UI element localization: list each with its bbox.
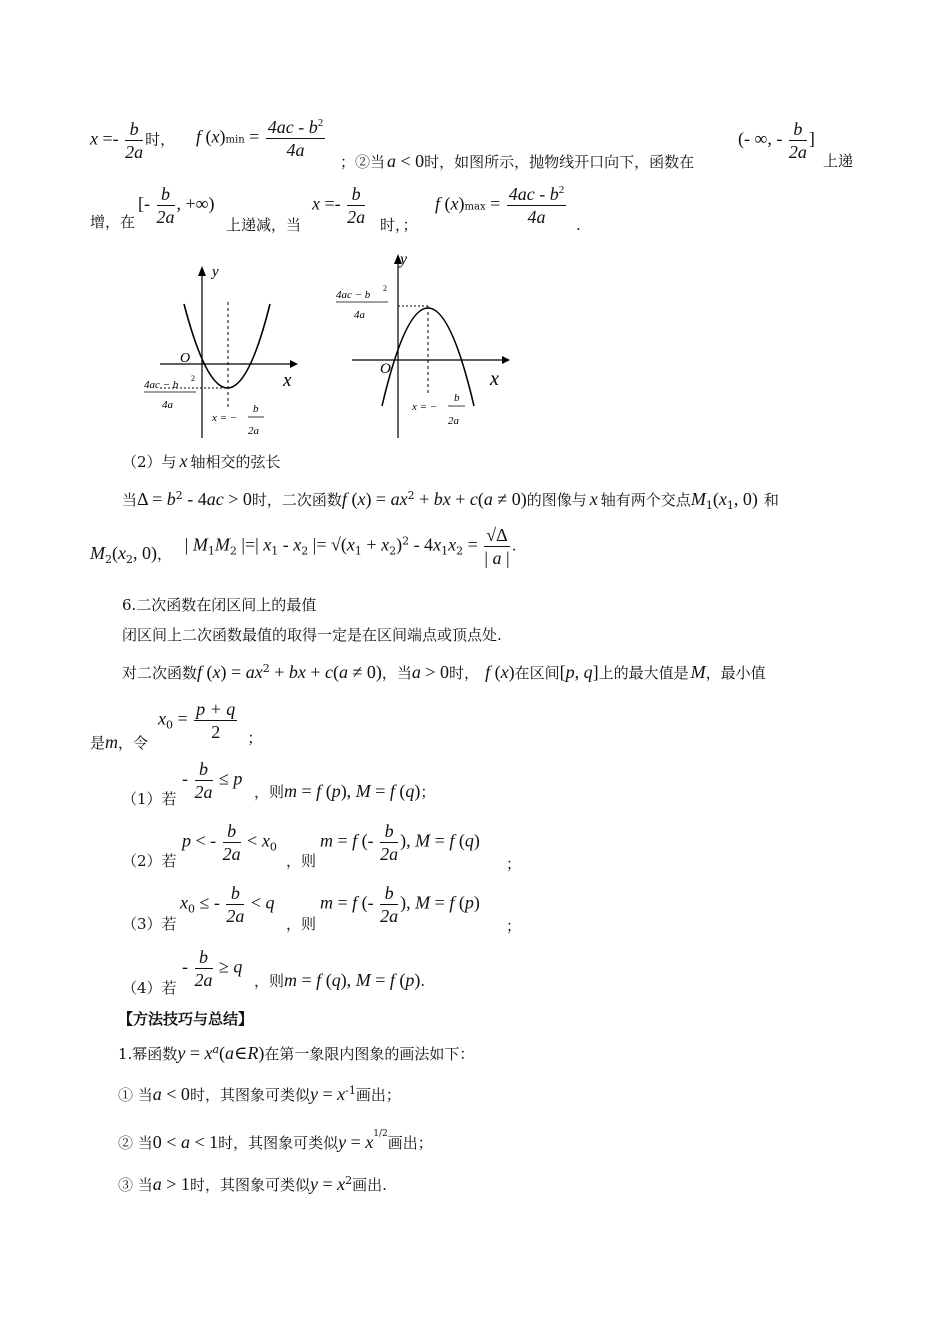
formula-vertex-x: x bbox=[90, 128, 98, 149]
case-3-end: ； bbox=[506, 917, 522, 935]
case-3-label: （3）若 bbox=[122, 915, 177, 933]
svg-text:2a: 2a bbox=[448, 415, 459, 427]
case-2-condition: p < - $\frac{b}{2a}$ < $x_0$ bbox=[182, 821, 277, 864]
case-2-label: （2）若 bbox=[122, 852, 177, 870]
case-1-label: （1）若 bbox=[122, 790, 177, 808]
axis-of-symmetry-label: x = − bbox=[412, 401, 438, 413]
method-title: 【方法技巧与总结】 bbox=[118, 1010, 254, 1028]
case-2-ze: ，则 bbox=[286, 852, 317, 870]
case-2-end: ； bbox=[506, 855, 522, 873]
vertex-value-numerator: 4ac − b bbox=[144, 379, 179, 391]
formula-x0: $x_0$ = $\frac{p + q}{2}$ ； bbox=[158, 699, 263, 747]
case-4-label: （4）若 bbox=[122, 979, 177, 997]
svg-text:b: b bbox=[454, 392, 460, 404]
line-x0: 是m，令 bbox=[90, 732, 149, 752]
vertex-value-denominator: 4a bbox=[162, 399, 173, 411]
svg-text:b: b bbox=[253, 403, 259, 415]
svg-text:2a: 2a bbox=[248, 425, 259, 437]
svg-text:2: 2 bbox=[383, 284, 387, 293]
formula-interval-dec: (- ∞, - $\frac{b}{2a}$ ] bbox=[738, 119, 815, 162]
case-1-result: ，则m = f (p), M = f (q)； bbox=[254, 781, 436, 801]
text-up: 上递 bbox=[823, 152, 854, 170]
heading-6: 6.二次函数在闭区间上的最值 bbox=[122, 596, 317, 614]
case-1-condition: - $\frac{b}{2a}$ ≤ p bbox=[182, 759, 243, 802]
heading-chord-length: （2）与 x 轴相交的弦长 bbox=[122, 451, 281, 471]
line-discriminant: 当$\Delta = b^2 - 4ac > 0$时，二次函数f $(x) = ax^2$ + bx + c(a ≠ 0)的图像与 x 轴有两个交点$M_1(x_1$, 0) 和 bbox=[122, 489, 779, 512]
case-3-result: m = f (- $\frac{b}{2a}$ ), M = f (p) bbox=[320, 883, 480, 926]
line-1: x =- $\frac{b}{2a}$ 时， bbox=[90, 119, 176, 162]
case-4-condition: - $\frac{b}{2a}$ ≥ q bbox=[182, 947, 243, 990]
origin-label: O bbox=[380, 361, 391, 377]
x-axis-label: x bbox=[283, 370, 292, 391]
case-3-ze: ，则 bbox=[286, 915, 317, 933]
vertex-value-numerator: 4ac − b bbox=[336, 289, 371, 301]
case-4-result: ，则m = f (q), M = f (p). bbox=[254, 970, 426, 990]
vertex-value-denominator: 4a bbox=[354, 309, 365, 321]
case-3-condition: $x_0$ ≤ - $\frac{b}{2a}$ < q bbox=[180, 883, 275, 926]
text-shi: 时，； bbox=[380, 216, 418, 234]
x-axis-label: x bbox=[490, 368, 499, 390]
formula-fmax: f (x)max = $\frac{4ac - b^2}{4a}$ bbox=[435, 184, 565, 227]
case-2-result: m = f (- $\frac{b}{2a}$ ), M = f (q) bbox=[320, 821, 480, 864]
fraction-b-2a: $\frac{b}{2a}$ bbox=[125, 119, 144, 162]
line-case-a-neg: ① 当a < 0时，其图象可类似$y = x^{-1}$画出； bbox=[118, 1084, 401, 1104]
y-axis-label: y bbox=[212, 264, 219, 280]
origin-label: O bbox=[180, 351, 191, 366]
svg-text:2: 2 bbox=[191, 374, 195, 383]
formula-fmin: f (x)min = $\frac{4ac - b^2}{4a}$ bbox=[196, 117, 324, 160]
text-closed-interval: 闭区间上二次函数最值的取得一定是在区间端点或顶点处. bbox=[122, 626, 502, 644]
line-case-a-between: ② 当0 < a < 1时，其图象可类似$y = x^{1/2}$画出； bbox=[118, 1129, 433, 1152]
line-2: 增，在 bbox=[90, 213, 136, 231]
formula-interval-inc: [- $\frac{b}{2a}$ , +∞) bbox=[138, 184, 215, 227]
line-1-b: ；②当 a < 0时，如图所示，抛物线开口向下，函数在 bbox=[340, 151, 695, 171]
line-max-min: 对二次函数f $(x) = ax^2$ + bx + c(a ≠ 0)，当a > 0时， f (x)在区间[p, q]上的最大值是 M，最小值 bbox=[122, 662, 766, 682]
text-dec: 上递减，当 bbox=[226, 216, 302, 234]
formula-vertex-x-2: x =- $\frac{b}{2a}$ bbox=[312, 184, 366, 227]
dot: . bbox=[576, 216, 581, 234]
line-case-a-gt1: ③ 当a > 1时，其图象可类似$y = x^2$画出. bbox=[118, 1174, 387, 1194]
graph-downward-parabola bbox=[330, 248, 520, 443]
line-chord-formula: $M_2(x_2$, 0)， | $M_1M_2$ |=| $x_1 - x_2$ |= $√(x_1 + x_2)^2 - 4x_1x_2$ = $\frac{√\Delta}{| a |}$ . bbox=[90, 525, 517, 568]
axis-of-symmetry-label: x = − bbox=[212, 412, 238, 424]
y-axis-label: y bbox=[400, 251, 408, 268]
graph-upward-parabola bbox=[140, 258, 310, 443]
line-power-function: 1.幂函数$y = x^a(a\in R)$在第一象限内图象的画法如下： bbox=[118, 1043, 475, 1063]
